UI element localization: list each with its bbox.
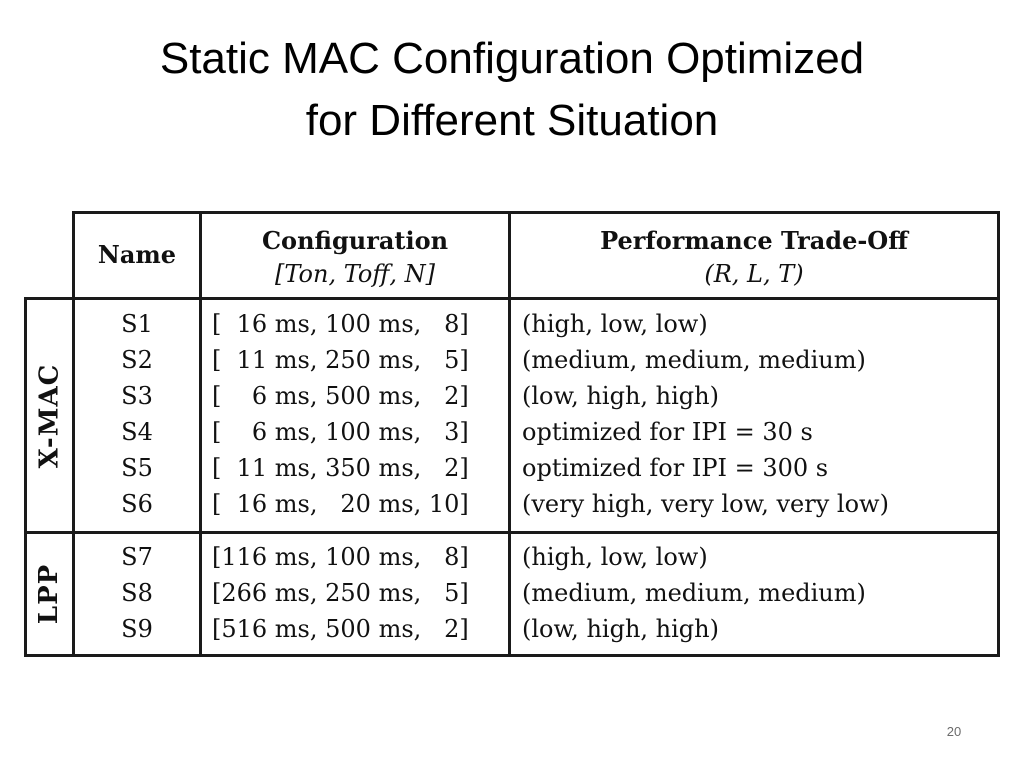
row-name: S5 [121,454,153,482]
row-configuration: [ 16 ms, 20 ms, 10] [212,490,469,518]
title-line-1: Static MAC Configuration Optimized [159,34,865,83]
row-tradeoff: (low, high, high) [522,615,719,643]
row-tradeoff: optimized for IPI = 300 s [522,454,829,482]
group-separator-rule [24,531,1000,534]
header-name: Name [97,239,177,269]
row-configuration: [116 ms, 100 ms, 8] [212,543,469,571]
row-name: S4 [121,418,153,446]
group-label-lpp: LPP [34,563,65,625]
row-configuration: [ 11 ms, 250 ms, 5] [212,346,469,374]
row-tradeoff: (very high, very low, very low) [522,490,889,518]
row-name: S7 [121,543,153,571]
row-name: S3 [121,382,153,410]
row-tradeoff: (high, low, low) [522,543,708,571]
table-row-s8 [24,575,1000,611]
header-tradeoff-title: Performance Trade-Off [600,226,908,255]
header-top-rule [72,211,1000,214]
slide-title [0,28,1024,152]
row-name: S6 [121,490,153,518]
table-row-s6 [24,486,1000,522]
header-bottom-rule [24,297,1000,300]
table-row-s2 [24,342,1000,378]
title-line-2: for Different Situation [305,96,719,145]
table-row-s1 [24,306,1000,342]
header-tradeoff-subtitle: (R, L, T) [704,260,804,288]
row-tradeoff: (medium, medium, medium) [522,579,866,607]
header-configuration [202,217,508,297]
row-configuration: [266 ms, 250 ms, 5] [212,579,469,607]
table-row-s9 [24,611,1000,647]
row-name: S2 [121,346,153,374]
row-name: S1 [121,310,153,338]
row-tradeoff: optimized for IPI = 30 s [522,418,813,446]
row-configuration: [ 16 ms, 100 ms, 8] [212,310,469,338]
header-tradeoff [511,217,997,297]
mac-configuration-table [24,211,1000,657]
row-configuration: [ 11 ms, 350 ms, 2] [212,454,469,482]
row-configuration: [516 ms, 500 ms, 2] [212,615,469,643]
header-configuration-title: Configuration [261,226,449,255]
header-configuration-subtitle: [Ton, Toff, N] [275,260,435,288]
table-row-s3 [24,378,1000,414]
row-tradeoff: (low, high, high) [522,382,719,410]
row-configuration: [ 6 ms, 500 ms, 2] [212,382,469,410]
row-tradeoff: (high, low, low) [522,310,708,338]
row-configuration: [ 6 ms, 100 ms, 3] [212,418,469,446]
table-bottom-rule [24,654,1000,657]
row-name: S8 [121,579,153,607]
row-name: S9 [121,615,153,643]
group-label-xmac: X-MAC [34,363,65,468]
table-row-s4 [24,414,1000,450]
row-tradeoff: (medium, medium, medium) [522,346,866,374]
page-number: 20 [946,724,962,739]
table-row-s7 [24,539,1000,575]
table-row-s5 [24,450,1000,486]
